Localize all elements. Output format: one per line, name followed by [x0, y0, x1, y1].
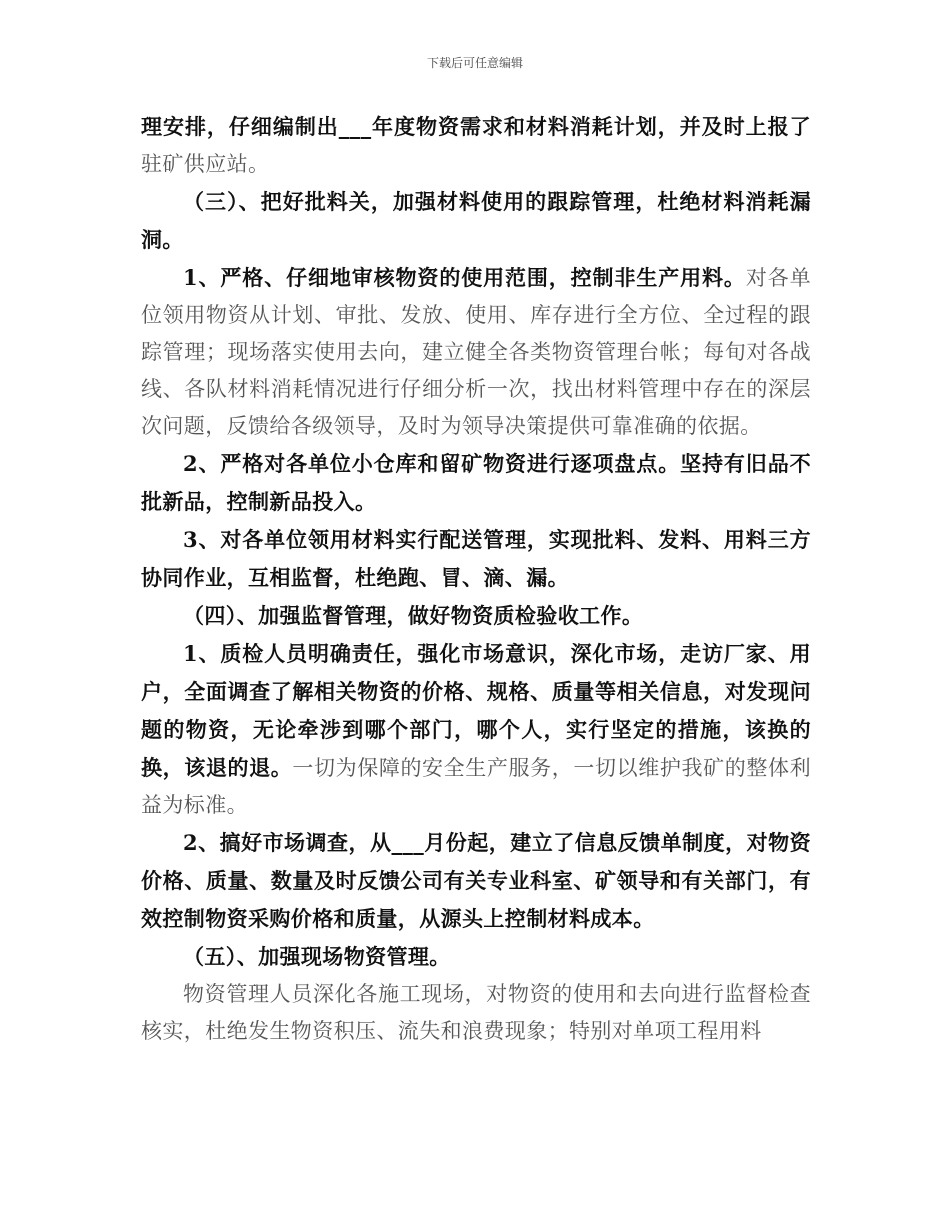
paragraph-4-2 [141, 824, 811, 938]
paragraph-5-1-text: 物资管理人员深化各施工现场，对物资的使用和去向进行监督检查核实，杜绝发生物资积压、流失和浪费现象；特别对单项工程用料 [141, 982, 811, 1043]
section-3-heading-text: （三）、把好批料关，加强材料使用的跟踪管理，杜绝材料消耗漏洞。 [141, 189, 811, 252]
paragraph-4-2-bold: 2、搞好市场调查，从___月份起，建立了信息反馈单制度，对物资价格、质量、数量及时反馈公司有关专业科室、矿领导和有关部门，有效控制物资采购价格和质量，从源头上控制材料成本。 [141, 830, 811, 931]
section-3-heading [141, 183, 811, 259]
page-header: 下载后可任意编辑 [426, 56, 523, 70]
paragraph-1-text: 驻矿供应站。 [141, 152, 270, 176]
paragraph-3-2-bold: 2、严格对各单位小仓库和留矿物资进行逐项盘点。坚持有旧品不批新品，控制新品投入。 [141, 451, 811, 514]
paragraph-4-1 [141, 635, 811, 824]
paragraph-3-1-bold: 1、严格、仔细地审核物资的使用范围，控制非生产用料。 [183, 265, 746, 290]
section-4-heading [141, 597, 811, 635]
section-5-heading [141, 938, 811, 976]
paragraph-3-2 [141, 445, 811, 521]
paragraph-4-1-bold: 1、质检人员明确责任，强化市场意识，深化市场，走访厂家、用户，全面调查了解相关物资的价格、规格、质量等相关信息，对发现问题的物资，无论牵涉到哪个部门，哪个人，实行坚定的措施，该换的换，该退的退。 [141, 641, 811, 780]
paragraph-3-3-bold: 3、对各单位领用材料实行配送管理，实现批料、发料、用料三方协同作业，互相监督，杜绝跑、冒、滴、漏。 [141, 527, 811, 590]
paragraph-3-1 [141, 259, 811, 445]
document-body [141, 108, 811, 1050]
paragraph-1 [141, 108, 811, 183]
paragraph-1-bold: 理安排，仔细编制出___年度物资需求和材料消耗计划，并及时上报了 [141, 114, 811, 139]
section-4-heading-text: （四）、加强监督管理，做好物资质检验收工作。 [183, 603, 644, 628]
section-5-heading-text: （五）、加强现场物资管理。 [183, 944, 451, 969]
paragraph-3-1-text: 对各单位领用物资从计划、审批、发放、使用、库存进行全方位、全过程的跟踪管理；现场落实使用去向，建立健全各类物资管理台帐；每旬对各战线、各队材料消耗情况进行仔细分析一次，找出材料管理中存在的深层次问题，反馈给各级领导，及时为领导决策提供可靠准确的依据。 [141, 266, 811, 438]
paragraph-4-1-text: 一切为保障的安全生产服务，一切以维护我矿的整体利益为标准。 [141, 756, 811, 817]
paragraph-5-1 [141, 976, 811, 1050]
paragraph-3-3 [141, 521, 811, 597]
